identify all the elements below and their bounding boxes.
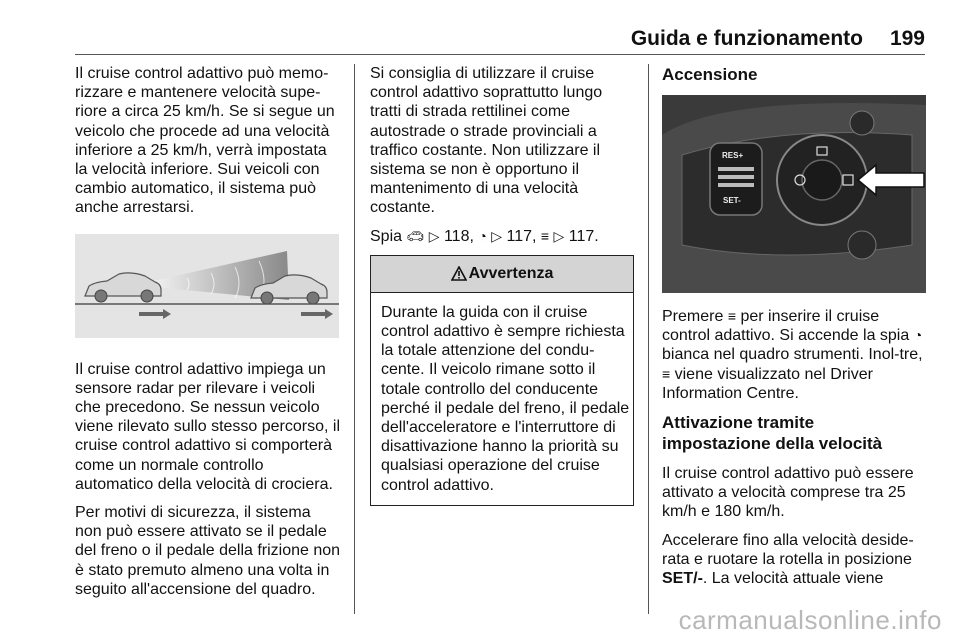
page-ref-icon: ▷ <box>428 227 440 244</box>
column-divider <box>648 64 649 614</box>
radar-illustration <box>75 234 339 338</box>
car-icon: 🚗︎ <box>406 227 425 244</box>
warning-title: Avvertenza <box>468 265 554 283</box>
indicator-references: Spia 🚗︎ ▷ 118, ◔ ▷ 117, ≡ ▷ 117. <box>370 227 599 245</box>
speedometer-icon: ◔ <box>478 227 487 244</box>
paragraph: Accelerare fino alla velocità deside-rata e ruotare la rotella in posizione SET/-. La velocità attuale viene <box>662 531 914 588</box>
section-title: Guida e funzionamento <box>630 27 863 50</box>
adaptive-cruise-icon: ≡ <box>540 227 550 244</box>
column-middle <box>370 64 634 506</box>
column-right <box>662 64 926 597</box>
watermark: carmanualsonline.info <box>678 605 942 635</box>
warning-icon <box>451 266 467 281</box>
set-button-label: SET- <box>723 196 741 205</box>
paragraph: Il cruise control adattivo può essere attivato a velocità comprese tra 25 km/h e 180 km/h. <box>662 465 914 521</box>
section-heading: Accensione <box>662 65 758 84</box>
page-header <box>75 27 925 55</box>
set-label: SET/- <box>662 570 703 588</box>
paragraph: Il cruise control adattivo impiega un sensore radar per rilevare i veicoli che precedono. Se nessun veicolo viene rilevato sullo stesso percorso, il cruise control adattivo si comporterà come un normale controllo automatico della velocità di crociera. <box>75 360 341 493</box>
warning-text: Durante la guida con il cruise control adattivo è sempre richiesta la totale attenzione del condu-cente. Il veicolo rimane sotto il totale controllo del conducente perché il pedale del freno, il pedale dell'acceleratore e l'interruttore di disattivazione hanno la priorità su qualsiasi operazione del cruise control adattivo. <box>381 303 630 494</box>
paragraph: Il cruise control adattivo può memo-rizzare e mantenere velocità supe-riore a circa 25 km/h. Se si segue un veicolo che procede ad una velocità inferiore a 25 km/h, verrà impostata la velocità inferiore. Sui veicoli con cambio automatico, il sistema può anche arrestarsi. <box>75 65 335 217</box>
spia-label: Spia <box>370 227 403 245</box>
page-ref-icon: ▷ <box>553 227 565 244</box>
speedometer-icon: ◔ <box>913 327 923 344</box>
adaptive-cruise-icon: ≡ <box>727 308 736 324</box>
warning-box <box>370 255 634 506</box>
column-left <box>75 64 341 608</box>
paragraph: Per motivi di sicurezza, il sistema non può essere attivato se il pedale del freno o il pedale della frizione non è stato premuto almeno una volta in seguito all'accensione del quadro. <box>75 504 341 598</box>
column-divider <box>354 64 355 614</box>
paragraph: Premere ≡ per inserire il cruise control adattivo. Si accende la spia ◔ bianca nel quadro strumenti. Inol-tre, ≡ viene visualizzato nel Driver Information Centre. <box>662 308 923 402</box>
page-number: 199 <box>889 27 925 50</box>
paragraph: Si consiglia di utilizzare il cruise control adattivo soprattutto lungo tratti di strada rettilinei come autostrade o strade provinciali a traffico costante. Non utilizzare il sistema se non è opportuno il mantenimento di una velocità costante. <box>370 65 603 217</box>
adaptive-cruise-icon: ≡ <box>662 365 671 382</box>
section-heading: Attivazione tramite impostazione della velocità <box>662 413 883 454</box>
res-button-label: RES+ <box>722 151 744 160</box>
page-ref-icon: ▷ <box>491 227 503 244</box>
warning-header <box>371 256 633 293</box>
steering-wheel-controls-illustration <box>662 95 926 293</box>
page-ref[interactable]: 117 <box>506 227 533 245</box>
page-ref[interactable]: 118 <box>443 227 470 245</box>
page-ref[interactable]: 117 <box>568 227 595 245</box>
